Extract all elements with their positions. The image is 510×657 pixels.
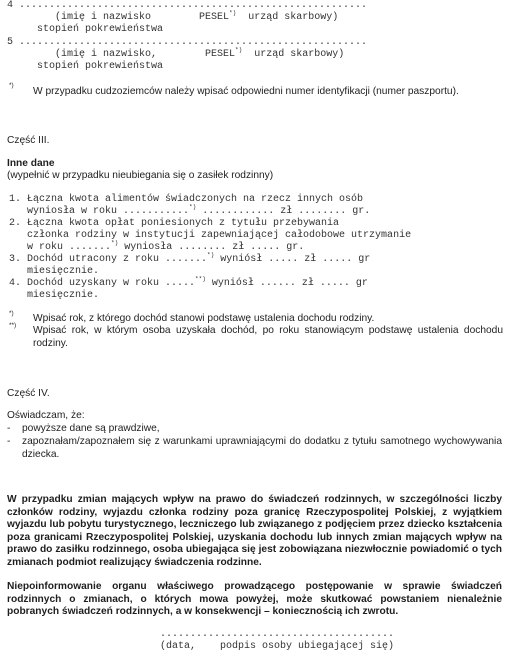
note-2-text: Wpisać rok, w którym osoba uzyskała dochód, po roku stanowiącym podstawę ustalenia dochodu rodziny. bbox=[33, 325, 503, 349]
item-1-line-1: 1. Łączna kwota alimentów świadczonych na rzecz innych osób bbox=[9, 194, 364, 205]
item-4-line-2: miesięcznie. bbox=[9, 290, 100, 301]
note-1-text: Wpisać rok, z którego dochód stanowi podstawę ustalenia dochodu rodziny. bbox=[33, 313, 375, 324]
note-2-mark: **) bbox=[9, 322, 17, 329]
signature-dots: ....................................... bbox=[160, 629, 395, 640]
part3-title: Inne dane bbox=[7, 158, 55, 169]
item-4-line-1: 4. Dochód uzyskany w roku .....**) wyniósł ...... zł ..... gr bbox=[9, 275, 368, 289]
footnote-foreigners: W przypadku cudzoziemców należy wpisać odpowiedni numer identyfikacji (numer paszportu). bbox=[33, 86, 459, 97]
notice-changes: W przypadku zmian mających wpływ na prawo do świadczeń rodzinnych, w szczególności liczby członków rodziny, wyjazdu członka rodziny poza granicę Rzeczypospolitej Polskiej, z wyjątkiem wyjazdu lub pobytu turystycznego, leczniczego lub związanego z podjęciem przez dziecko kształcenia poza granicami Rzeczypospolitej Polskiej, uzyskania dochodu lub innych zmian mających wpływ na prawo do zasiłku rodzinnego, osoba ubiegająca się jest zobowiązana niezwłocznie powiadomić o tych zmianach podmiot realizujący świadczenia rodzinne. bbox=[7, 494, 502, 568]
bullet-2-dash: - bbox=[7, 436, 11, 447]
person-4-dots-line: 4 .......................................................... bbox=[7, 0, 368, 11]
item-2-line-3: w roku .......*) wyniosła ........ zł ..... gr. bbox=[9, 239, 305, 253]
item-1-line-2: wyniosła w roku ...........*) ............ zł ........ gr. bbox=[9, 203, 371, 217]
bullet-1-dash: - bbox=[7, 423, 11, 434]
person-5-dots-line: 5 .......................................................... bbox=[7, 37, 368, 48]
bullet-2-text: zapoznałam/zapoznałem się z warunkami uprawniającymi do dodatku z tytułu samotnego wychowywania dziecka. bbox=[22, 436, 502, 460]
person-4-caption: (imię i nazwisko PESEL*) urząd skarbowy) bbox=[7, 9, 339, 23]
part4-heading: Część IV. bbox=[7, 388, 50, 399]
person-5-relation: stopień pokrewieństwa bbox=[7, 61, 164, 72]
item-3-line-2: miesięcznie. bbox=[9, 266, 100, 277]
item-3-line-1: 3. Dochód utracony z roku .......*) wyniósł ..... zł ..... gr bbox=[9, 251, 371, 265]
bullet-1-text: powyższe dane są prawdziwe, bbox=[22, 423, 160, 434]
person-4-relation: stopień pokrewieństwa bbox=[7, 24, 164, 35]
signature-caption: (data, podpis osoby ubiegającej się) bbox=[160, 641, 395, 652]
notice-obligation: Niepoinformowanie organu właściwego prowadzącego postępowanie w sprawie świadczeń rodzinnych o zmianach, o których mowa powyżej, może skutkować powstaniem nienależnie pobranych świadczeń rodzinnych, a w konsekwencji – koniecznością ich zwrotu. bbox=[7, 581, 502, 617]
part3-heading: Część III. bbox=[7, 135, 50, 146]
person-5-caption: (imię i nazwisko, PESEL*) urząd skarbowy) bbox=[7, 46, 345, 60]
note-1-mark: *) bbox=[9, 310, 14, 317]
item-2-line-1: 2. Łączna kwota opłat poniesionych z tytułu przebywania bbox=[9, 218, 340, 229]
part3-subtitle: (wypełnić w przypadku nieubiegania się o zasiłek rodzinny) bbox=[7, 170, 274, 181]
item-2-line-2: członka rodziny w instytucji zapewniającej całodobowe utrzymanie bbox=[9, 230, 412, 241]
footnote-mark: *) bbox=[9, 82, 14, 89]
part4-declare: Oświadczam, że: bbox=[7, 410, 85, 421]
